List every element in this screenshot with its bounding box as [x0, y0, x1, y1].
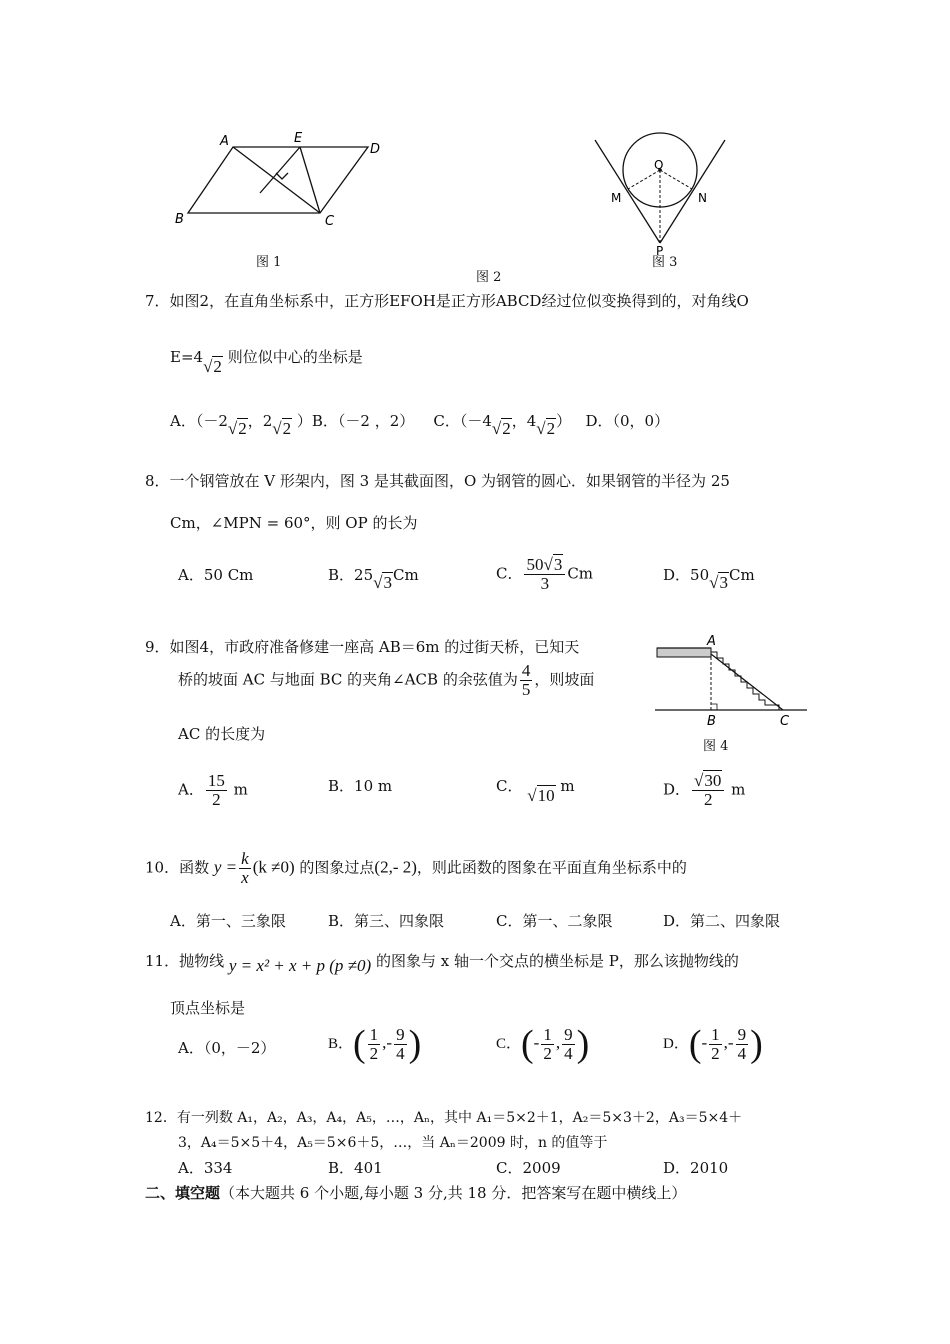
q7-option-c: C．（－4√2，4√2） [433, 412, 572, 438]
q8-option-a: A．50 Cm [178, 566, 254, 584]
fig1-label-d: D [370, 142, 381, 157]
fig4-label-a: A [707, 634, 716, 649]
figure-3 [585, 125, 735, 265]
q10-option-a: A．第一、三象限 [170, 912, 286, 930]
q12-option-b: B．401 [328, 1159, 383, 1177]
q7-options [170, 410, 670, 438]
q8-line2: Cm，∠MPN = 60°，则 OP 的长为 [170, 514, 418, 532]
q7-option-d: D．（0，0） [585, 412, 670, 430]
q9-option-a: A． $\frac{15}{2}$ m [178, 771, 248, 809]
q8-line1: 8．一个钢管放在 V 形架内，图 3 是其截面图，O 为钢管的圆心．如果钢管的半径为 25 [145, 472, 730, 490]
q10-option-c: C．第一、二象限 [496, 912, 613, 930]
q11-line2: 顶点坐标是 [170, 999, 246, 1017]
q8-option-d: D．50√3Cm [663, 566, 755, 592]
fig3-label-p: P [656, 244, 664, 258]
q12-line2: 3，A₄＝5×5＋4，A₅＝5×6＋5，…，当 Aₙ＝2009 时，n 的值等于 [178, 1135, 608, 1151]
fig3-label-n: N [698, 191, 707, 205]
q11-option-d: D．(- $\frac{1}{2}$ ,- $\frac{9}{4}$ ) [663, 1023, 763, 1065]
q10-option-b: B．第三、四象限 [328, 912, 445, 930]
q12-option-d: D．2010 [663, 1159, 729, 1177]
fig1-caption: 图 1 [256, 255, 282, 270]
q9-option-b: B．10 m [328, 777, 393, 795]
q7-line1: 7．如图2，在直角坐标系中，正方形EFOH是正方形ABCD经过位似变换得到的，对角线O [145, 292, 749, 310]
q11-line1: 11．抛物线 y = x² + x + p (p ≠0) 的图象与 x 轴一个交点的横坐标是 P，那么该抛物线的 [145, 952, 739, 975]
q8-option-b: B．25√3Cm [328, 566, 419, 592]
q11-option-a: A．（0，－2） [178, 1039, 276, 1057]
q12-line1: 12．有一列数 A₁，A₂，A₃，A₄，A₅，…，Aₙ，其中 A₁＝5×2＋1，A₂＝5×3＋2，A₃＝5×4＋ [145, 1110, 743, 1126]
q9-option-c: C． √10 m [496, 777, 575, 805]
section-2-desc: （本大题共 6 个小题,每小题 3 分,共 18 分．把答案写在题中横线上） [220, 1184, 687, 1202]
fig2-caption: 图 2 [476, 270, 502, 285]
q12-option-c: C．2009 [496, 1159, 561, 1177]
q9-line1: 9．如图4，市政府准备修建一座高 AB＝6m 的过街天桥，已知天 [145, 638, 580, 656]
q11-option-c: C．(- $\frac{1}{2}$ , $\frac{9}{4}$ ) [496, 1023, 590, 1065]
figure-4 [655, 630, 810, 730]
fig4-label-c: C [780, 714, 790, 729]
q12-option-a: A．334 [178, 1159, 233, 1177]
q7-option-b: ）B．（－2 ，2） [296, 412, 415, 430]
fig1-label-a: A [220, 134, 229, 149]
q10-option-d: D．第二、四象限 [663, 912, 781, 930]
fig3-caption: 图 3 [652, 255, 678, 270]
fig4-label-b: B [707, 714, 716, 729]
fig1-label-b: B [175, 212, 184, 227]
q11-option-b: B．( $\frac{1}{2}$ ,- $\frac{9}{4}$ ) [328, 1023, 422, 1065]
q7-option-a: A．（－2√2，2√2 [170, 412, 292, 438]
fig1-label-e: E [294, 131, 303, 146]
q9-option-d: D． $\frac{√30}{2}$ m [663, 771, 746, 809]
q10-line1: 10．函数 y = $\frac{k}{x}$ (k ≠0) 的图象过点(2,- 2)，则此函数的图象在平面直角坐标系中的 [145, 849, 687, 887]
q9-line3: AC 的长度为 [178, 725, 266, 743]
figure-1 [170, 125, 400, 235]
q9-line2: 桥的坡面 AC 与地面 BC 的夹角∠ACB 的余弦值为 $\frac{4}{5}$ ，则坡面 [178, 661, 595, 699]
fig3-label-o: O [654, 158, 664, 172]
q8-option-c: C． $\frac{50√3}{3}$ Cm [496, 555, 594, 593]
fig4-caption: 图 4 [703, 739, 729, 754]
section-2-heading [145, 1182, 686, 1203]
fig3-label-m: M [611, 191, 622, 205]
section-2-title: 二、填空题 [145, 1184, 221, 1202]
fig1-label-c: C [325, 214, 335, 229]
q7-line2: E=4√2 则位似中心的坐标是 [170, 348, 363, 376]
